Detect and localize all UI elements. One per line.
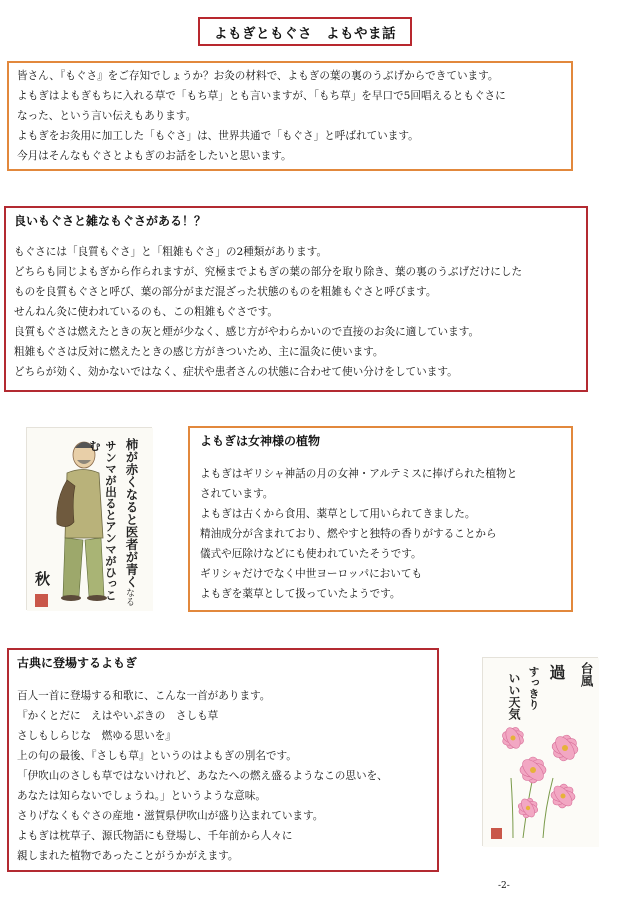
section-line: されています。 <box>200 488 274 500</box>
section-heading: 古典に登場するよもぎ <box>17 656 138 670</box>
section-line: 『かくとだに えはやいぶきの さしも草 <box>17 710 219 722</box>
section-line: 儀式や厄除けなどにも使われていたそうです。 <box>200 548 422 560</box>
section-line: ものを良質もぐさと呼び、葉の部分がまだ混ざった状態のものを粗雑もぐさと呼びます。 <box>14 286 437 298</box>
section-line: ギリシャだけでなく中世ヨーロッパにおいても <box>200 568 423 580</box>
intro-line: なった、という言い伝えもあります。 <box>17 110 197 122</box>
section-line: 精油成分が含まれており、燃やすと独特の香りがすることから <box>200 528 497 540</box>
intro-box <box>7 61 573 171</box>
section-line: よもぎは古くから食用、薬草として用いられてきました。 <box>200 508 476 520</box>
section-line: さしもしらじな 燃ゆる思いを』 <box>17 730 176 742</box>
section-line: もぐさには「良質もぐさ」と「粗雑もぐさ」の2種類があります。 <box>14 246 328 258</box>
goddess-plant-section <box>188 426 573 612</box>
autumn-painting <box>26 427 152 610</box>
autumn-poem-col1: 柿が赤くなると医者が青く <box>124 438 139 588</box>
section-line: 上の句の最後、『さしも草』というのはよもぎの別名です。 <box>17 750 297 762</box>
section-line: 親しまれた植物であったことがうかがえます。 <box>17 850 239 862</box>
cosmos-text-col4: いい天気 <box>507 672 521 720</box>
classics-section <box>7 648 439 872</box>
section-line: あなたは知らないでしょうね。」というような意味。 <box>17 790 266 802</box>
intro-line: 今月はそんなもぐさとよもぎのお話をしたいと思います。 <box>17 150 292 162</box>
section-line: 粗雑もぐさは反対に燃えたときの感じ方がきついため、主に温灸に使います。 <box>14 346 384 358</box>
section-line: よもぎを薬草として扱っていたようです。 <box>200 588 401 600</box>
section-line: 百人一首に登場する和歌に、こんな一首があります。 <box>17 690 271 702</box>
cosmos-text-col3: すっきり <box>527 666 540 710</box>
section-line: よもぎは枕草子、源氏物語にも登場し、千年前から人々に <box>17 830 293 842</box>
moxa-quality-section <box>4 206 588 392</box>
section-line: よもぎはギリシャ神話の月の女神・アルテミスに捧げられた植物と <box>200 468 518 480</box>
section-line: どちらが効く、効かないではなく、症状や患者さんの状態に合わせて使い分けをしています。 <box>14 366 458 378</box>
cosmos-painting <box>482 657 598 846</box>
section-line: どちらも同じよもぎから作られますが、究極までよもぎの葉の部分を取り除き、葉の裏のうぶげだけにした <box>14 266 523 278</box>
cosmos-text-col2: 過 <box>547 664 566 680</box>
section-line: せんねん灸に使われているのも、この粗雑もぐさです。 <box>14 306 278 318</box>
intro-line: 皆さん、『もぐさ』をご存知でしょうか？お灸の材料で、よもぎの葉の裏のうぶげからできています。 <box>17 70 499 82</box>
season-label: 秋 <box>35 570 51 588</box>
section-line: 良質もぐさは燃えたときの灰と煙が少なく、感じ方がやわらかいので直接のお灸に適しています。 <box>14 326 480 338</box>
section-heading: よもぎは女神様の植物 <box>200 434 321 448</box>
cosmos-text-col1: 台風 <box>579 662 594 687</box>
page-number: -2- <box>498 881 510 891</box>
autumn-poem-col2: なる <box>124 588 134 606</box>
autumn-poem-col3: サンマが出るとアンマがひっこむ <box>88 440 118 601</box>
section-line: さりげなくもぐさの産地・滋賀県伊吹山が盛り込まれています。 <box>17 810 324 822</box>
intro-line: よもぎをお灸用に加工した「もぐさ」は、世界共通で「もぐさ」と呼ばれています。 <box>17 130 419 142</box>
intro-line: よもぎはよもぎもちに入れる草で「もち草」とも言いますが、「もち草」を早口で5回唱えるともぐさに <box>17 90 506 102</box>
page-title: よもぎともぐさ よもやま話 <box>198 17 412 46</box>
section-line: 「伊吹山のさしも草ではないけれど、あなたへの燃え盛るようなこの思いを、 <box>17 770 388 782</box>
section-heading: 良いもぐさと雑なもぐさがある！？ <box>14 214 207 228</box>
